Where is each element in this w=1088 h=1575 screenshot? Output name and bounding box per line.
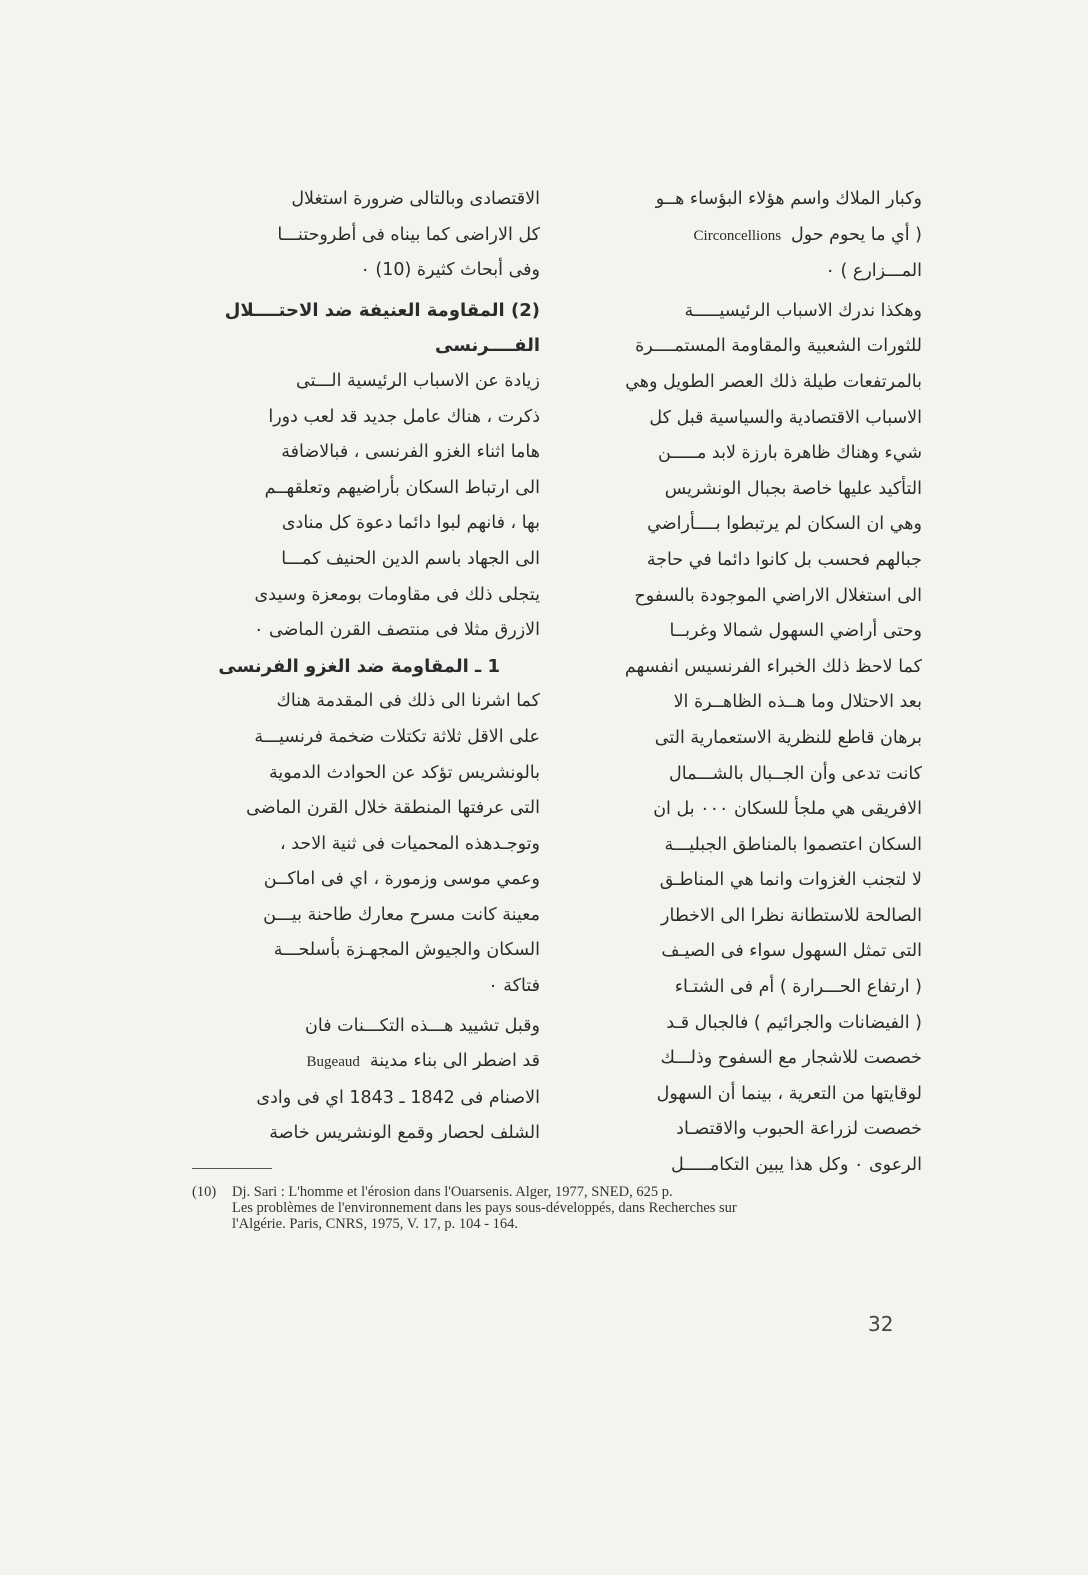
text-line: وحتى أراضي السهول شمالا وغربــا — [669, 621, 922, 642]
footnote-line: l'Algérie. Paris, CNRS, 1975, V. 17, p. 104 - 164. — [232, 1216, 519, 1232]
text-line: شيء وهناك ظاهرة بارزة لابد مـــــن — [658, 443, 922, 464]
footnote-line: Les problèmes de l'environnement dans les pays sous-développés, dans Recherches sur — [232, 1200, 737, 1216]
text-line: الاقتصادى وبالتالى ضرورة استغلال — [291, 189, 540, 209]
text-line: وعمي موسى وزمورة ، اي فى اماكــن — [263, 869, 540, 890]
text-line: يتجلى ذلك فى مقاومات بومعزة وسيدى — [254, 584, 540, 605]
text-line: السكان والجيوش المجهـزة بأسلحـــة — [273, 940, 540, 961]
text-line: للثورات الشعبية والمقاومة المستمــــرة — [635, 336, 922, 357]
text-line: بالونشريس تؤكد عن الحوادث الدموية — [268, 762, 540, 783]
text-line: كل الاراضى كما بيناه فى أطروحتنـــا — [277, 224, 540, 245]
text-line: وهكذا ندرك الاسباب الرئيسيـــــة — [684, 300, 922, 321]
text-line: التأكيد عليها خاصة بجبال الونشريس — [664, 478, 922, 499]
text-line: بها ، فانهم لبوا دائما دعوة كل منادى — [281, 513, 540, 534]
text-line: هاما اثناء الغزو الفرنسى ، فبالاضافة — [281, 442, 540, 463]
text-line: على الاقل ثلاثة تكتلات ضخمة فرنسيـــة — [254, 726, 540, 747]
footnotes — [192, 1184, 917, 1232]
footnote-number: (10) — [192, 1184, 217, 1200]
subsection-heading: 1 ـ المقاومة ضد الغزو الفرنسى — [218, 655, 500, 677]
footnote-divider — [192, 1168, 272, 1169]
text-line: فتاكة ٠ — [488, 976, 540, 997]
section-heading-cont: الفــــرنسى — [435, 335, 540, 357]
text-line: الى استغلال الاراضي الموجودة بالسفوح — [634, 585, 922, 606]
latin-term: Circoncellions — [693, 227, 782, 244]
text-line: كما لاحظ ذلك الخبراء الفرنسيس انفسهم — [624, 656, 922, 677]
text-line: لا لتجنب الغزوات وانما هي المناطـق — [659, 870, 922, 891]
page-number: 32 — [868, 1312, 894, 1336]
text-line: الاصنام فى 1842 ـ 1843 اي فى وادى — [256, 1087, 540, 1108]
text-line: كما اشرنا الى ذلك فى المقدمة هناك — [276, 691, 540, 712]
text-line: ( ارتفاع الحـــرارة ) أم فى الشتـاء — [674, 977, 922, 998]
text-line: وتوجـدهذه المحميات فى ثنية الاحد ، — [280, 833, 540, 854]
text-line: خصصت للاشجار مع السفوح وذلـــك — [660, 1048, 922, 1069]
text-line: معينة كانت مسرح معارك طاحنة بيـــن — [263, 904, 540, 925]
text-line: المـــزارع ) ٠ — [825, 261, 922, 282]
text-line: ( أي ما يحوم حولCirconcellions — [570, 218, 922, 255]
text-line: زيادة عن الاسباب الرئيسية الـــتى — [296, 370, 540, 391]
text-line: ذكرت ، هناك عامل جديد قد لعب دورا — [268, 406, 540, 427]
text-line: الرعوى ٠ وكل هذا يبين التكامـــــل — [670, 1155, 922, 1176]
text-line: جبالهم فحسب بل كانوا دائما في حاجة — [646, 549, 922, 570]
text-line: التى تمثل السهول سواء فى الصيـف — [661, 941, 922, 962]
text-line: وكبار الملاك واسم هؤلاء البؤساء هــو — [655, 189, 922, 209]
text-line: الاسباب الاقتصادية والسياسية قبل كل — [649, 407, 922, 428]
left-column — [188, 182, 540, 1152]
text-line: خصصت لزراعة الحبوب والاقتصـاد — [676, 1119, 922, 1140]
text-line: برهان قاطع للنظرية الاستعمارية التى — [654, 727, 922, 748]
text-line: الشلف لحصار وقمع الونشريس خاصة — [269, 1123, 540, 1144]
text-line: قد اضطر الى بناء مدينةBugeaud — [188, 1044, 540, 1081]
latin-term: Bugeaud — [306, 1054, 360, 1071]
footnote-line: (10) Dj. Sari : L'homme et l'érosion dans l'Ouarsenis. Alger, 1977, SNED, 625 p. — [192, 1184, 673, 1200]
section-heading: (2) المقاومة العنيفة ضد الاحتــــلال — [224, 299, 540, 321]
text-line: السكان اعتصموا بالمناطق الجبليـــة — [664, 834, 922, 855]
text-line: الصالحة للاستطانة نظرا الى الاخطار — [661, 905, 922, 926]
text-line: الى ارتباط السكان بأراضيهم وتعلقهــم — [264, 477, 540, 498]
text-line: وفى أبحاث كثيرة (10) ٠ — [360, 260, 540, 281]
text-line: ( الفيضانات والجرائيم ) فالجبال قـد — [666, 1012, 922, 1033]
text-line: وقبل تشييد هـــذه التكـــنات فان — [305, 1015, 540, 1036]
text-line: وهي ان السكان لم يرتبطوا بــــأراضي — [647, 514, 922, 535]
text-line: الافريقى هي ملجأ للسكان ٠٠٠ بل ان — [653, 799, 922, 820]
text-line: بعد الاحتلال وما هــذه الظاهــرة الا — [673, 692, 922, 713]
text-line: لوقايتها من التعرية ، بينما أن السهول — [656, 1083, 922, 1104]
text-line: كانت تدعى وأن الجــبال بالشـــمال — [669, 763, 922, 784]
text-line: التى عرفتها المنطقة خلال القرن الماضى — [246, 798, 540, 819]
text-line: الى الجهاد باسم الدين الحنيف كمـــا — [281, 548, 540, 569]
text-line: بالمرتفعات طيلة ذلك العصر الطويل وهي — [625, 371, 922, 392]
right-column — [570, 182, 922, 1184]
text-line: الازرق مثلا فى منتصف القرن الماضى ٠ — [253, 620, 540, 641]
